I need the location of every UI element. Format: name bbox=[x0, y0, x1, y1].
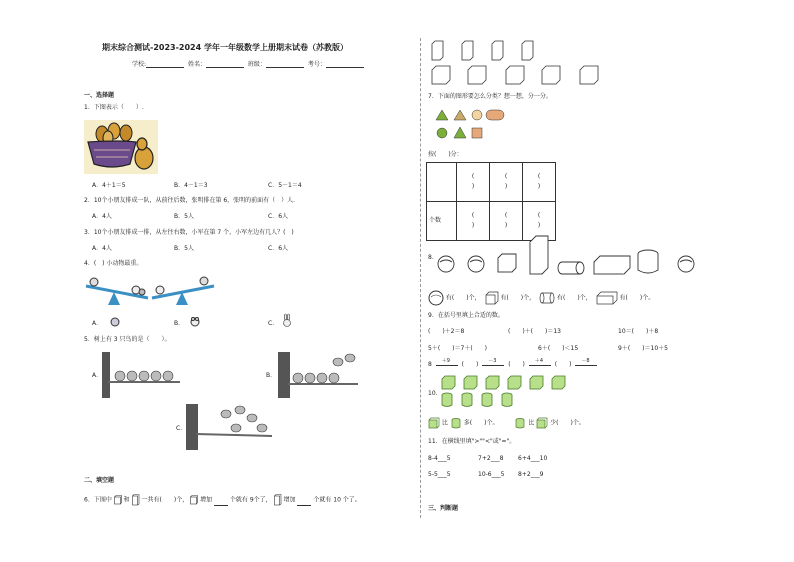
q2-stem: 2．10个小朋友排成一队，从前往后数，张明排在第 6，张明的前面有（ ）人． bbox=[84, 197, 300, 204]
classification-table bbox=[426, 162, 556, 241]
green-cube-icon bbox=[428, 417, 440, 429]
green-solids-image bbox=[440, 375, 570, 409]
q6-blank-1[interactable] bbox=[214, 499, 228, 506]
tree-birds-c-image bbox=[186, 404, 272, 450]
q1-option-b[interactable]: B．4－1＝3 bbox=[174, 182, 208, 189]
q10-compare-line bbox=[428, 417, 585, 429]
q1-stem: 1．下图表示（ ）. bbox=[84, 104, 144, 111]
table-cell[interactable]: ( ) bbox=[523, 163, 556, 202]
exam-no-label: 考号： bbox=[307, 61, 326, 68]
q5-option-c[interactable]: C． bbox=[176, 425, 187, 432]
q8-part-3: 有( )个， bbox=[556, 294, 592, 302]
cube-icon bbox=[114, 495, 122, 505]
q9-arrow-3: ＋4 bbox=[529, 365, 551, 366]
q9-row1-item1[interactable]: ( )＋2＝8 bbox=[428, 328, 465, 335]
q8-part-4: 有( )个。 bbox=[619, 294, 655, 302]
table-cell[interactable]: ( ) bbox=[457, 163, 490, 202]
shapes-to-sort-image bbox=[436, 108, 506, 140]
q9-row2-item1[interactable]: 5＋( )＝7＋( ) bbox=[428, 345, 487, 352]
animal-c-icon bbox=[282, 314, 292, 327]
q6-part-4: 增加 bbox=[200, 496, 213, 504]
section-choice-title: 一、选择题 bbox=[84, 92, 115, 99]
solids-group-image bbox=[436, 236, 706, 276]
q3-option-a[interactable]: A．4人 bbox=[92, 245, 112, 252]
q1-option-c[interactable]: C．5－1＝4 bbox=[268, 182, 302, 189]
table-header-blank bbox=[427, 163, 457, 202]
student-info-line bbox=[132, 61, 364, 68]
q11-row1-item1[interactable]: 8-4___5 bbox=[428, 455, 451, 462]
q5-option-a[interactable]: A． bbox=[92, 372, 103, 379]
animal-a-icon bbox=[110, 317, 120, 327]
q9-row1-item2[interactable]: ( )＋( )＝13 bbox=[508, 328, 561, 335]
q9-row1-item3[interactable]: 10＝( )＋8 bbox=[618, 328, 659, 335]
q9-arrow-1: ＋9 bbox=[436, 365, 458, 366]
pears-basket-image bbox=[84, 120, 158, 174]
q1-option-a[interactable]: A．4＋1＝5 bbox=[92, 182, 126, 189]
q3-stem: 3．10个小朋友排成一排，从左往右数，小军在第 7 个，小军左边有几人？( ) bbox=[84, 229, 294, 236]
q7-stem: 7．下面的图形要怎么分类？想一想，分一分。 bbox=[428, 93, 552, 100]
q8-answer-line bbox=[428, 290, 654, 306]
q10-part-3: 比 bbox=[528, 419, 535, 427]
q9-arrow-4: －8 bbox=[575, 365, 597, 366]
cuboid-icon bbox=[132, 494, 140, 506]
q9-chain bbox=[428, 358, 599, 368]
q11-row1-item3[interactable]: 6+4___10 bbox=[518, 455, 548, 462]
q8-part-1: 有( )个， bbox=[445, 294, 481, 302]
q9-row2-item3[interactable]: 9＋( )＝10＋5 bbox=[618, 345, 668, 352]
q3-option-c[interactable]: C．6人 bbox=[268, 245, 289, 252]
q10-part-1: 比 bbox=[441, 419, 448, 427]
column-divider bbox=[420, 38, 421, 518]
q4-option-b[interactable]: B． bbox=[174, 320, 185, 327]
q4-option-a[interactable]: A． bbox=[92, 320, 103, 327]
class-label: 班级： bbox=[247, 61, 266, 68]
q6-part-1: 6．下图中 bbox=[84, 496, 112, 504]
section-fill-title: 二、填空题 bbox=[84, 477, 115, 484]
school-label: 学校: bbox=[132, 61, 147, 68]
tree-birds-b-image bbox=[278, 352, 358, 398]
name-label: 姓名： bbox=[187, 61, 206, 68]
q4-option-c[interactable]: C． bbox=[268, 320, 279, 327]
q3-option-b[interactable]: B．5人 bbox=[174, 245, 194, 252]
table-cell[interactable]: ( ) bbox=[490, 202, 523, 241]
q10-part-2: 多( )个。 bbox=[463, 419, 499, 427]
exam-title: 期末综合测试-2023-2024 学年一年级数学上册期末试卷（苏教版） bbox=[102, 43, 348, 52]
q9-arrow-2: －3 bbox=[482, 365, 504, 366]
school-blank[interactable] bbox=[146, 61, 184, 68]
q10-part-4: 少( )个。 bbox=[550, 419, 585, 427]
q8-part-2: 有( )个， bbox=[500, 294, 536, 302]
q6-part-7: 个就有 10 个了。 bbox=[313, 496, 361, 504]
sphere-icon bbox=[428, 290, 444, 306]
q9-chain-start: 8 bbox=[428, 361, 432, 368]
table-row-label: 个数 bbox=[427, 202, 457, 241]
seesaw-right-image bbox=[150, 276, 216, 306]
table-cell[interactable]: ( ) bbox=[490, 163, 523, 202]
exam-no-blank[interactable] bbox=[326, 61, 364, 68]
name-blank[interactable] bbox=[206, 61, 244, 68]
q11-row2-item3[interactable]: 8+2___9 bbox=[518, 471, 544, 478]
solids-rows-image bbox=[430, 40, 600, 88]
q6-line bbox=[84, 494, 361, 506]
q6-part-6: 增加 bbox=[283, 496, 296, 504]
cube-icon-2 bbox=[190, 495, 198, 505]
tree-birds-a-image bbox=[102, 352, 180, 398]
q9-chain-blank-2[interactable]: ( ) bbox=[508, 361, 525, 368]
q10-label: 10． bbox=[428, 390, 442, 397]
section-judge-title: 三、判断题 bbox=[428, 505, 459, 512]
green-cube-icon-2 bbox=[536, 417, 548, 429]
q5-stem: 5．树上有 3 只鸟的是（ ）。 bbox=[84, 336, 171, 343]
class-blank[interactable] bbox=[266, 61, 304, 68]
q9-chain-blank-1[interactable]: ( ) bbox=[461, 361, 479, 368]
q5-option-b[interactable]: B． bbox=[266, 372, 277, 379]
q6-part-2: 和 bbox=[123, 496, 130, 504]
q11-row1-item2[interactable]: 7+2___8 bbox=[478, 455, 504, 462]
q2-option-c[interactable]: C．6人 bbox=[268, 213, 289, 220]
q2-option-b[interactable]: B．5人 bbox=[174, 213, 194, 220]
q8-label: 8． bbox=[428, 254, 438, 261]
green-cylinder-icon bbox=[450, 417, 462, 429]
q9-chain-blank-3[interactable]: ( ) bbox=[554, 361, 572, 368]
q11-row2-item1[interactable]: 5-5___5 bbox=[428, 471, 451, 478]
animal-b-icon bbox=[190, 317, 200, 327]
q6-part-3: 一共有( )个， bbox=[141, 496, 189, 504]
green-cylinder-icon-2 bbox=[514, 417, 526, 429]
q6-part-5: 个就有 9个了， bbox=[229, 496, 272, 504]
table-cell[interactable]: ( ) bbox=[523, 202, 556, 241]
q7-classify-label: 按( )分： bbox=[428, 151, 463, 158]
cuboid-icon-2 bbox=[274, 494, 282, 506]
cube-icon-3 bbox=[485, 291, 499, 305]
cuboid-icon-3 bbox=[596, 291, 618, 305]
q2-option-a[interactable]: A．4人 bbox=[92, 213, 112, 220]
q9-row2-item2[interactable]: 6＋( )＜15 bbox=[538, 345, 579, 352]
table-cell[interactable]: ( ) bbox=[457, 202, 490, 241]
q9-stem: 9．在括号里填上合适的数。 bbox=[428, 312, 504, 319]
q11-stem: 11．在横线里填">""<"或"="。 bbox=[428, 438, 516, 445]
q6-blank-2[interactable] bbox=[297, 499, 311, 506]
cylinder-icon bbox=[539, 291, 555, 305]
q4-stem: 4．( ) 小动物最重。 bbox=[84, 260, 143, 267]
q11-row2-item2[interactable]: 10-6___5 bbox=[478, 471, 505, 478]
seesaw-left-image bbox=[84, 276, 150, 306]
